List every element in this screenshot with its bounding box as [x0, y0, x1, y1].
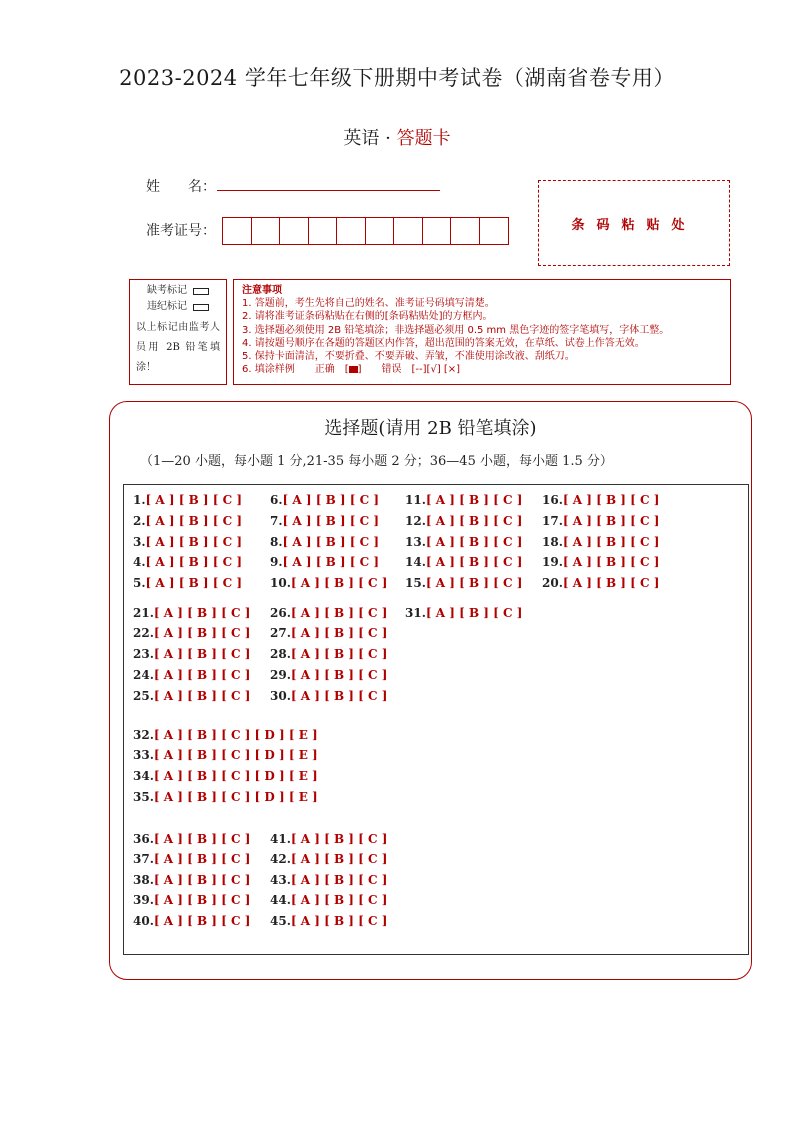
- answer-options[interactable]: [ A ] [ B ] [ C ]: [153, 668, 251, 682]
- answer-options[interactable]: [ A ] [ B ] [ C ]: [425, 555, 523, 569]
- question-number: 12.: [405, 514, 426, 528]
- question-item[interactable]: [405, 576, 522, 590]
- name-label: 姓 名：: [146, 179, 216, 195]
- question-item[interactable]: [270, 626, 387, 640]
- answer-options[interactable]: [ A ] [ B ] [ C ]: [145, 535, 243, 549]
- answer-options[interactable]: [ A ] [ B ] [ C ]: [290, 893, 388, 907]
- answer-options[interactable]: [ A ] [ B ] [ C ]: [145, 555, 243, 569]
- subtitle-separator: ·: [385, 128, 391, 149]
- question-number: 4.: [133, 555, 146, 569]
- question-item[interactable]: [133, 606, 250, 620]
- question-item[interactable]: [270, 689, 387, 703]
- exam-id-cell[interactable]: [480, 218, 509, 244]
- notes-item: 4. 请按题号顺序在各题的答题区内作答，超出范围的答案无效，在草纸、试卷上作答无效。: [242, 337, 645, 349]
- question-number: 38.: [133, 873, 154, 887]
- question-number: 20.: [542, 576, 563, 590]
- notes-title: 注意事项: [242, 285, 282, 296]
- question-number: 42.: [270, 852, 291, 866]
- section-subtitle: （1—20 小题，每小题 1 分,21-35 每小题 2 分；36—45 小题，每小题 1.5 分）: [140, 454, 613, 469]
- question-item[interactable]: [270, 852, 387, 866]
- answer-options[interactable]: [ A ] [ B ] [ C ]: [290, 852, 388, 866]
- answer-options[interactable]: [ A ] [ B ] [ C ]: [145, 493, 243, 507]
- question-item[interactable]: [405, 555, 522, 569]
- question-number: 7.: [270, 514, 283, 528]
- answer-options[interactable]: [ A ] [ B ] [ C ]: [153, 852, 251, 866]
- question-number: 25.: [133, 689, 154, 703]
- answer-options[interactable]: [ A ] [ B ] [ C ]: [425, 514, 523, 528]
- answer-options[interactable]: [ A ] [ B ] [ C ]: [290, 689, 388, 703]
- question-number: 8.: [270, 535, 283, 549]
- question-number: 43.: [270, 873, 291, 887]
- answer-options[interactable]: [ A ] [ B ] [ C ]: [153, 606, 251, 620]
- exam-id-cell[interactable]: [451, 218, 480, 244]
- question-number: 37.: [133, 852, 154, 866]
- question-item[interactable]: [133, 668, 250, 682]
- question-item[interactable]: [133, 893, 250, 907]
- answer-options[interactable]: [ A ] [ B ] [ C ] [ D ] [ E ]: [153, 790, 318, 804]
- question-item[interactable]: [542, 535, 659, 549]
- exam-id-cell[interactable]: [280, 218, 309, 244]
- question-item[interactable]: [270, 668, 387, 682]
- question-item[interactable]: [405, 606, 522, 620]
- question-number: 30.: [270, 689, 291, 703]
- answer-options[interactable]: [ A ] [ B ] [ C ]: [290, 914, 388, 928]
- subject-label: 英语: [343, 128, 380, 149]
- exam-id-label: 准考证号：: [146, 223, 216, 239]
- question-item[interactable]: [270, 576, 387, 590]
- answer-options[interactable]: [ A ] [ B ] [ C ]: [425, 535, 523, 549]
- question-item[interactable]: [133, 626, 250, 640]
- exam-id-cell[interactable]: [366, 218, 395, 244]
- question-item[interactable]: [270, 647, 387, 661]
- question-item[interactable]: [270, 535, 379, 549]
- question-item[interactable]: [133, 748, 318, 762]
- question-item[interactable]: [270, 893, 387, 907]
- question-number: 29.: [270, 668, 291, 682]
- answer-options[interactable]: [ A ] [ B ] [ C ]: [290, 832, 388, 846]
- question-item[interactable]: [133, 647, 250, 661]
- question-number: 28.: [270, 647, 291, 661]
- notes-item: 3. 选择题必须使用 2B 铅笔填涂；非选择题必须用 0.5 mm 黑色字迹的签字笔填写，字体工整。: [242, 324, 670, 336]
- question-number: 9.: [270, 555, 283, 569]
- question-item[interactable]: [133, 689, 250, 703]
- question-number: 40.: [133, 914, 154, 928]
- violation-mark-row: [136, 300, 220, 314]
- answer-options[interactable]: [ A ] [ B ] [ C ]: [562, 576, 660, 590]
- question-number: 16.: [542, 493, 563, 507]
- answer-options[interactable]: [ A ] [ B ] [ C ] [ D ] [ E ]: [153, 728, 318, 742]
- question-number: 32.: [133, 728, 154, 742]
- question-number: 23.: [133, 647, 154, 661]
- question-item[interactable]: [133, 852, 250, 866]
- question-item[interactable]: [133, 728, 318, 742]
- answer-options[interactable]: [ A ] [ B ] [ C ]: [153, 893, 251, 907]
- question-number: 34.: [133, 769, 154, 783]
- sample-suffix: ] 错误 [--][√] [×]: [357, 364, 461, 376]
- absent-mark-row: [136, 284, 220, 298]
- exam-id-cell[interactable]: [252, 218, 281, 244]
- answer-options[interactable]: [ A ] [ B ] [ C ]: [145, 576, 243, 590]
- question-number: 41.: [270, 832, 291, 846]
- section-title: 选择题(请用 2B 铅笔填涂): [324, 418, 537, 439]
- violation-mark-label: 违纪标记: [147, 301, 187, 312]
- question-number: 27.: [270, 626, 291, 640]
- sample-prefix: 6. 填涂样例 正确 [: [242, 364, 349, 376]
- answer-options[interactable]: [ A ] [ B ] [ C ]: [425, 493, 523, 507]
- answer-options[interactable]: [ A ] [ B ] [ C ]: [290, 647, 388, 661]
- notes-item: 2. 请将准考证条码粘贴在右侧的[条码粘贴处]的方框内。: [242, 311, 493, 323]
- answer-options[interactable]: [ A ] [ B ] [ C ]: [562, 535, 660, 549]
- question-item[interactable]: [270, 914, 387, 928]
- question-item[interactable]: [133, 832, 250, 846]
- question-number: 19.: [542, 555, 563, 569]
- question-number: 1.: [133, 493, 146, 507]
- answer-options[interactable]: [ A ] [ B ] [ C ]: [153, 647, 251, 661]
- answer-options[interactable]: [ A ] [ B ] [ C ]: [145, 514, 243, 528]
- answer-options[interactable]: [ A ] [ B ] [ C ]: [290, 626, 388, 640]
- exam-id-cell[interactable]: [309, 218, 338, 244]
- answer-options[interactable]: [ A ] [ B ] [ C ] [ D ] [ E ]: [153, 748, 318, 762]
- answer-options[interactable]: [ A ] [ B ] [ C ]: [290, 873, 388, 887]
- exam-id-cell[interactable]: [223, 218, 252, 244]
- question-number: 21.: [133, 606, 154, 620]
- absent-mark-checkbox[interactable]: [193, 288, 209, 295]
- question-number: 15.: [405, 576, 426, 590]
- answer-options[interactable]: [ A ] [ B ] [ C ] [ D ] [ E ]: [153, 769, 318, 783]
- question-item[interactable]: [270, 514, 379, 528]
- answer-options[interactable]: [ A ] [ B ] [ C ]: [425, 576, 523, 590]
- card-name-label: 答题卡: [396, 128, 451, 149]
- question-number: 44.: [270, 893, 291, 907]
- question-item[interactable]: [133, 914, 250, 928]
- question-item[interactable]: [270, 832, 387, 846]
- exam-id-cell[interactable]: [394, 218, 423, 244]
- question-number: 11.: [405, 493, 426, 507]
- question-number: 3.: [133, 535, 146, 549]
- question-number: 22.: [133, 626, 154, 640]
- answer-options[interactable]: [ A ] [ B ] [ C ]: [562, 514, 660, 528]
- answer-options[interactable]: [ A ] [ B ] [ C ]: [282, 493, 380, 507]
- violation-mark-checkbox[interactable]: [193, 304, 209, 311]
- answer-options[interactable]: [ A ] [ B ] [ C ]: [153, 689, 251, 703]
- question-item[interactable]: [542, 493, 659, 507]
- exam-id-field[interactable]: [222, 217, 509, 245]
- question-number: 5.: [133, 576, 146, 590]
- question-number: 26.: [270, 606, 291, 620]
- question-number: 35.: [133, 790, 154, 804]
- answer-options[interactable]: [ A ] [ B ] [ C ]: [282, 555, 380, 569]
- question-item[interactable]: [133, 769, 318, 783]
- question-number: 10.: [270, 576, 291, 590]
- barcode-area: 条码粘贴处: [538, 180, 730, 266]
- question-item[interactable]: [270, 493, 379, 507]
- question-number: 39.: [133, 893, 154, 907]
- question-item[interactable]: [405, 493, 522, 507]
- answer-options[interactable]: [ A ] [ B ] [ C ]: [282, 514, 380, 528]
- question-item[interactable]: [270, 873, 387, 887]
- question-number: 13.: [405, 535, 426, 549]
- answer-options[interactable]: [ A ] [ B ] [ C ]: [153, 914, 251, 928]
- question-item[interactable]: [542, 514, 659, 528]
- question-item[interactable]: [133, 873, 250, 887]
- absent-mark-label: 缺考标记: [147, 285, 187, 296]
- question-item[interactable]: [133, 576, 242, 590]
- answer-options[interactable]: [ A ] [ B ] [ C ]: [153, 832, 251, 846]
- answer-options[interactable]: [ A ] [ B ] [ C ]: [290, 576, 388, 590]
- answer-options[interactable]: [ A ] [ B ] [ C ]: [290, 668, 388, 682]
- answer-options[interactable]: [ A ] [ B ] [ C ]: [153, 873, 251, 887]
- question-number: 17.: [542, 514, 563, 528]
- answer-options[interactable]: [ A ] [ B ] [ C ]: [153, 626, 251, 640]
- question-number: 24.: [133, 668, 154, 682]
- mark-box: [129, 279, 227, 385]
- answer-options[interactable]: [ A ] [ B ] [ C ]: [290, 606, 388, 620]
- question-number: 2.: [133, 514, 146, 528]
- exam-id-cell[interactable]: [337, 218, 366, 244]
- question-item[interactable]: [405, 535, 522, 549]
- question-number: 14.: [405, 555, 426, 569]
- answer-options[interactable]: [ A ] [ B ] [ C ]: [282, 535, 380, 549]
- answer-options[interactable]: [ A ] [ B ] [ C ]: [562, 555, 660, 569]
- question-item[interactable]: [133, 790, 318, 804]
- question-number: 31.: [405, 606, 426, 620]
- filled-square-icon: [349, 366, 358, 373]
- question-number: 36.: [133, 832, 154, 846]
- exam-id-cell[interactable]: [423, 218, 452, 244]
- mark-box-note: 以上标记由监考人员用 2B 铅笔填涂！: [136, 322, 220, 373]
- notes-item: 5. 保持卡面清洁，不要折叠、不要弄破、弄皱，不准使用涂改液、刮纸刀。: [242, 351, 575, 363]
- question-number: 18.: [542, 535, 563, 549]
- question-item[interactable]: [270, 606, 387, 620]
- question-number: 45.: [270, 914, 291, 928]
- answer-card-subtitle: [0, 124, 794, 150]
- question-item[interactable]: [542, 576, 659, 590]
- question-item[interactable]: [133, 535, 242, 549]
- page-title: 2023-2024 学年七年级下册期中考试卷（湖南省卷专用）: [119, 66, 675, 90]
- answer-options[interactable]: [ A ] [ B ] [ C ]: [425, 606, 523, 620]
- question-number: 6.: [270, 493, 283, 507]
- notes-item: 1. 答题前，考生先将自己的姓名、准考证号码填写清楚。: [242, 298, 495, 309]
- question-item[interactable]: [405, 514, 522, 528]
- question-item[interactable]: [270, 555, 379, 569]
- question-item[interactable]: [133, 493, 242, 507]
- notes-fill-sample: [242, 363, 722, 376]
- question-number: 33.: [133, 748, 154, 762]
- question-item[interactable]: [133, 514, 242, 528]
- name-field[interactable]: [217, 190, 440, 191]
- notes-box: [233, 279, 731, 385]
- question-item[interactable]: [133, 555, 242, 569]
- answer-options[interactable]: [ A ] [ B ] [ C ]: [562, 493, 660, 507]
- question-item[interactable]: [542, 555, 659, 569]
